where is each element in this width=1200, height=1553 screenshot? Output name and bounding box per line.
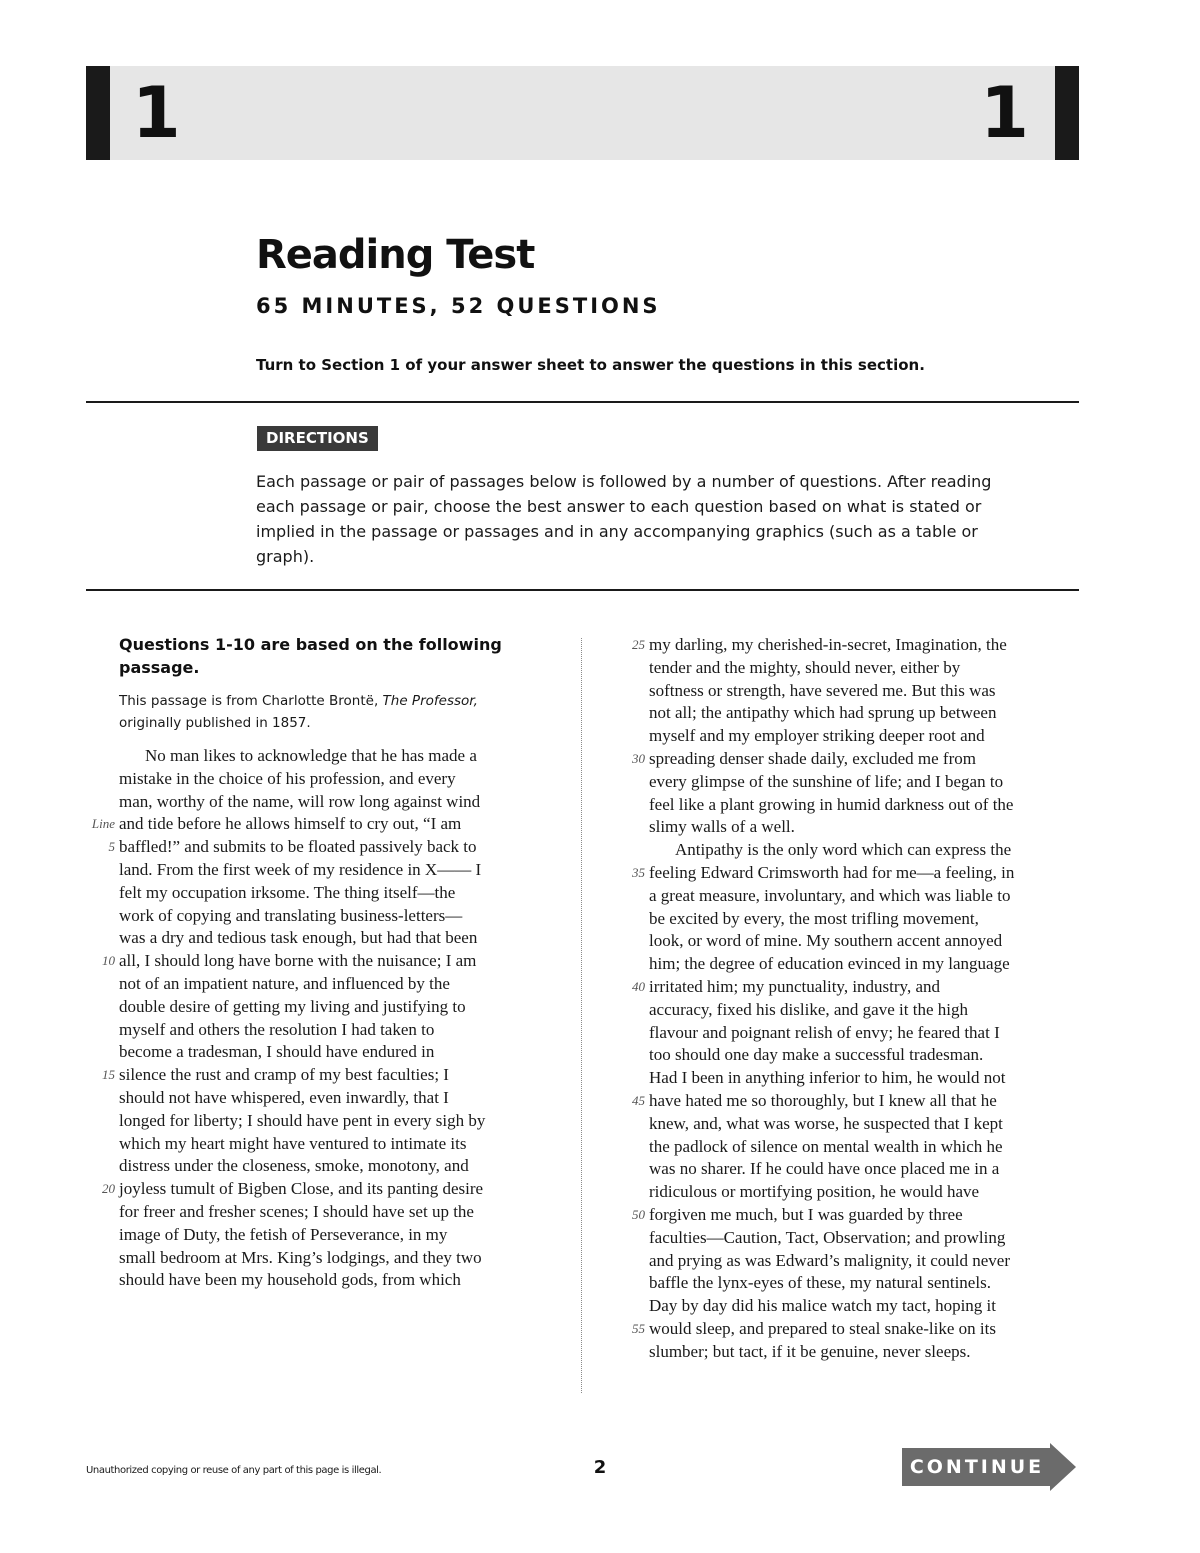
directions-label: DIRECTIONS	[257, 426, 378, 451]
line-number: 5	[108, 839, 115, 855]
passage-line	[649, 1181, 1081, 1204]
passage-line	[649, 702, 1081, 725]
passage-line	[108, 836, 549, 859]
passage-line	[119, 1041, 549, 1064]
passage-line	[632, 976, 1081, 999]
passage-line	[119, 882, 549, 905]
passage-line	[649, 908, 1081, 931]
passage-line	[119, 905, 549, 928]
passage-line-text: silence the rust and cramp of my best faculties; I	[119, 1065, 449, 1085]
passage-line	[119, 973, 549, 996]
passage-line-text: mistake in the choice of his profession, and every	[119, 768, 456, 788]
passage-line-text: ridiculous or mortifying position, he would have	[649, 1182, 980, 1202]
passage-line-text: my darling, my cherished-in-secret, Imagination, the	[649, 635, 1007, 654]
passage-line	[119, 745, 549, 768]
passage-line-text: all, I should long have borne with the nuisance; I am	[119, 951, 477, 971]
passage-line-text: forgiven me much, but I was guarded by three	[649, 1204, 963, 1224]
passage-line	[119, 791, 549, 814]
passage-line	[649, 657, 1081, 680]
passage-line-text: not of an impatient nature, and influenced by the	[119, 973, 450, 993]
passage-line	[102, 1178, 549, 1201]
passage-line	[649, 794, 1081, 817]
copyright-notice: Unauthorized copying or reuse of any part of this page is illegal.	[86, 1465, 382, 1476]
passage-line	[649, 816, 1081, 839]
section-number-left: 1	[132, 72, 181, 154]
passage-line	[649, 1272, 1081, 1295]
passage-line-text: double desire of getting my living and justifying to	[119, 996, 466, 1016]
passage-line-text: baffle the lynx-eyes of these, my natural sentinels.	[649, 1273, 991, 1293]
passage-line-text: No man likes to acknowledge that he has made a	[145, 746, 477, 765]
passage-line-text: spreading denser shade daily, excluded me from	[649, 748, 976, 768]
passage-line	[649, 725, 1081, 748]
passage-line-text: work of copying and translating business-letters—	[119, 905, 463, 925]
passage-line-text: image of Duty, the fetish of Perseverance, in my	[119, 1224, 448, 1244]
directions-top-rule	[86, 401, 1079, 403]
passage-line	[119, 996, 549, 1019]
passage-line	[649, 839, 1081, 862]
section-bar-left	[86, 66, 110, 160]
passage-line	[649, 1067, 1081, 1090]
section-number-right: 1	[980, 72, 1029, 154]
passage-line	[119, 1019, 549, 1042]
passage-line	[632, 862, 1081, 885]
passage-line-text: feel like a plant growing in humid darkness out of the	[649, 794, 1014, 814]
line-number: 25	[632, 637, 645, 652]
line-number: 45	[632, 1092, 645, 1108]
passage-line-text: feeling Edward Crimsworth had for me—a feeling, in	[649, 862, 1015, 882]
passage-line-text: should have been my household gods, from which	[119, 1270, 461, 1290]
passage-line-text: flavour and poignant relish of envy; he feared that I	[649, 1022, 1000, 1042]
passage-line-text: faculties—Caution, Tact, Observation; and prowling	[649, 1227, 1006, 1247]
passage-line	[119, 859, 549, 882]
source-prefix: This passage is from Charlotte Brontë,	[119, 693, 383, 709]
passage-line	[649, 1227, 1081, 1250]
passage-line	[649, 1295, 1081, 1318]
passage-line	[649, 930, 1081, 953]
passage-line-text: become a tradesman, I should have endured in	[119, 1042, 435, 1062]
test-duration-subtitle: 65 MINUTES, 52 QUESTIONS	[256, 294, 661, 318]
passage-column-right	[632, 634, 1081, 1364]
section-bar-right	[1055, 66, 1079, 160]
passage-line	[649, 1044, 1081, 1067]
passage-line-text: would sleep, and prepared to steal snake-like on its	[649, 1318, 996, 1338]
passage-line-text: distress under the closeness, smoke, monotony, and	[119, 1156, 469, 1176]
passage-line	[649, 1158, 1081, 1181]
passage-line	[119, 1133, 549, 1156]
passage-line	[119, 927, 549, 950]
passage-line-text: knew, and, what was worse, he suspected that I kept	[649, 1113, 1003, 1133]
passage-line-text: slimy walls of a well.	[649, 817, 795, 837]
directions-bottom-rule	[86, 589, 1079, 591]
passage-line	[632, 634, 1081, 657]
continue-button[interactable]	[902, 1443, 1076, 1491]
passage-line-text: myself and others the resolution I had taken to	[119, 1019, 435, 1039]
passage-line-text: softness or strength, have severed me. But this was	[649, 680, 996, 700]
passage-column-left	[91, 745, 549, 1292]
passage-line-text: myself and my employer striking deeper root and	[649, 726, 985, 746]
section-header-band	[86, 66, 1079, 160]
page-number: 2	[593, 1457, 607, 1478]
passage-line	[119, 1155, 549, 1178]
passage-line	[119, 1087, 549, 1110]
passage-line	[649, 1250, 1081, 1273]
passage-line-text: which my heart might have ventured to intimate its	[119, 1133, 467, 1153]
source-suffix: originally published in 1857.	[119, 715, 311, 731]
line-number: 35	[632, 864, 645, 880]
questions-heading: Questions 1-10 are based on the following passage.	[119, 635, 502, 677]
passage-line-text: Had I been in anything inferior to him, he would not	[649, 1068, 1006, 1088]
passage-line-text: a great measure, involuntary, and which was liable to	[649, 885, 1011, 905]
line-number: 55	[632, 1320, 645, 1336]
answer-sheet-instruction: Turn to Section 1 of your answer sheet to answer the questions in this section.	[256, 356, 925, 374]
passage-line	[649, 885, 1081, 908]
passage-line-text: felt my occupation irksome. The thing itself—the	[119, 882, 456, 902]
line-number: 15	[102, 1067, 115, 1083]
passage-line	[632, 1318, 1081, 1341]
passage-line	[119, 1224, 549, 1247]
passage-line	[102, 1064, 549, 1087]
line-number: 10	[102, 953, 115, 969]
passage-line-text: man, worthy of the name, will row long against wind	[119, 791, 481, 811]
page-title: Reading Test	[256, 232, 535, 278]
passage-line	[91, 813, 549, 836]
passage-line-text: was a dry and tedious task enough, but had that been	[119, 928, 478, 948]
passage-line-text: him; the degree of education evinced in my language	[649, 954, 1010, 974]
passage-source	[119, 690, 539, 734]
passage-line	[649, 1113, 1081, 1136]
passage-line	[632, 748, 1081, 771]
directions-text: Each passage or pair of passages below is followed by a number of questions. After reading each passage or pair, choose the best answer to each question based on what is stated or implied in the passage or passages and in any accompanying graphics (such as a table or graph).	[256, 472, 992, 566]
passage-line-text: the padlock of silence on mental wealth in which he	[649, 1136, 1003, 1156]
line-number: 30	[632, 750, 645, 766]
passage-line	[649, 680, 1081, 703]
passage-line-text: was no sharer. If he could have once placed me in a	[649, 1159, 1000, 1179]
passage-line	[102, 950, 549, 973]
passage-line	[649, 1136, 1081, 1159]
passage-line-text: and prying as was Edward’s malignity, it could never	[649, 1250, 1011, 1270]
continue-label: CONTINUE	[909, 1456, 1045, 1478]
passage-line	[649, 771, 1081, 794]
source-work-title: The Professor,	[382, 693, 478, 709]
passage-line-text: look, or word of mine. My southern accent annoyed	[649, 931, 1003, 951]
passage-line	[119, 1247, 549, 1270]
passage-line	[119, 768, 549, 791]
passage-line	[649, 1022, 1081, 1045]
passage-line	[119, 1269, 549, 1292]
column-divider	[581, 638, 582, 1393]
line-number: 20	[102, 1181, 115, 1197]
passage-line-text: and tide before he allows himself to cry out, “I am	[119, 814, 462, 834]
passage-line-text: tender and the mighty, should never, either by	[649, 657, 961, 677]
passage-line-text: every glimpse of the sunshine of life; and I began to	[649, 771, 1004, 791]
passage-line	[649, 1341, 1081, 1364]
passage-line	[649, 999, 1081, 1022]
line-number: 50	[632, 1206, 645, 1222]
passage-line	[632, 1090, 1081, 1113]
passage-line-text: longed for liberty; I should have pent in every sigh by	[119, 1110, 486, 1130]
passage-line	[119, 1201, 549, 1224]
line-number: Line	[91, 816, 115, 832]
passage-line-text: Antipathy is the only word which can express the	[675, 840, 1012, 860]
passage-line-text: slumber; but tact, if it be genuine, never sleeps.	[649, 1341, 971, 1361]
passage-line-text: baffled!” and submits to be floated passively back to	[119, 837, 477, 857]
passage-line	[632, 1204, 1081, 1227]
passage-line-text: joyless tumult of Bigben Close, and its panting desire	[119, 1179, 484, 1199]
passage-line-text: should not have whispered, even inwardly, that I	[119, 1087, 449, 1107]
passage-line-text: irritated him; my punctuality, industry, and	[649, 976, 940, 996]
passage-line-text: not all; the antipathy which had sprung up between	[649, 703, 997, 723]
passage-line-text: Day by day did his malice watch my tact, hoping it	[649, 1296, 997, 1316]
passage-line-text: land. From the first week of my residence in X—— I	[119, 859, 482, 879]
passage-line-text: accuracy, fixed his dislike, and gave it the high	[649, 999, 968, 1019]
passage-line	[119, 1110, 549, 1133]
passage-line-text: have hated me so thoroughly, but I knew all that he	[649, 1090, 997, 1110]
passage-line-text: be excited by every, the most trifling movement,	[649, 908, 979, 928]
passage-line	[649, 953, 1081, 976]
passage-line-text: too should one day make a successful tradesman.	[649, 1045, 984, 1065]
passage-line-text: small bedroom at Mrs. King’s lodgings, and they two	[119, 1247, 482, 1267]
passage-line-text: for freer and fresher scenes; I should have set up the	[119, 1201, 474, 1221]
line-number: 40	[632, 978, 645, 994]
